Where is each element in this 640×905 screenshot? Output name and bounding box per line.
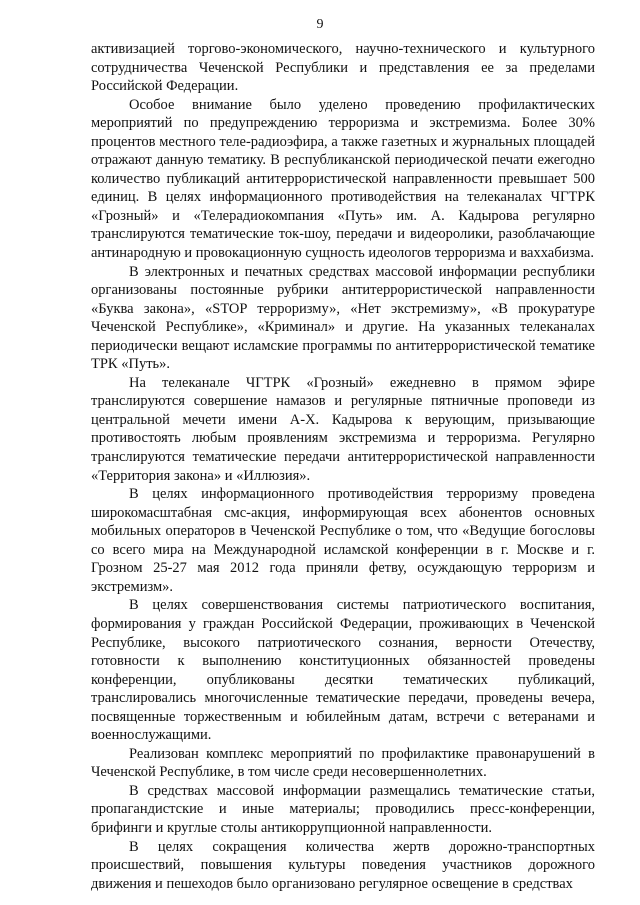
paragraph-offense-prevention: Реализован комплекс мероприятий по профилактике правонарушений в Чеченской Республике, в том числе среди несовершеннолетних. (91, 745, 595, 781)
paragraph-sms-campaign: В целях информационного противодействия терроризму проведена широкомасштабная смс-акция, информирующая всех абонентов основных мобильных операторов в Чеченской Республике о том, что «Ведущие богословы со всего мира на Международной исламской конференции в г. Москве и г. Грозном 25-27 мая 2012 года приняли фетву, осуждающую терроризм и экстремизм». (91, 486, 595, 595)
document-body (91, 40, 595, 893)
paragraph-patriotic-education: В целях совершенствования системы патриотического воспитания, формирования у граждан Российской Федерации, проживающих в Чеченской Республике, высокого патриотического сознания, верности Отечеству, готовности к выполнению конституционных обязанностей проведены конференции, опубликованы десятки тематических публикаций, транслировались многочисленные тематические передачи, проведены вечера, посвященные торжественным и юбилейным датам, встречи с ветеранами и военнослужащими. (91, 597, 595, 744)
paragraph-road-safety: В целях сокращения количества жертв дорожно-транспортных происшествий, повышения культуры поведения участников дорожного движения и пешеходов было организовано регулярное освещение в средствах (91, 838, 595, 892)
paragraph-grozny-channel: На телеканале ЧГТРК «Грозный» ежедневно в прямом эфире транслируются совершение намазов и регулярные пятничные проповеди из центральной мечети имени А-Х. Кадырова к верующим, призывающие противостоять любым проявлениям экстремизма и терроризма. Регулярно транслируются тематические передачи антитеррористической направленности «Территория закона» и «Иллюзия». (91, 374, 595, 484)
paragraph-media-rubrics: В электронных и печатных средствах массовой информации республики организованы постоянные рубрики антитеррористической направленности «Буква закона», «STOP терроризму», «Нет экстремизму», «В прокуратуре Чеченской Республике», «Криминал» и другие. На указанных телеканалах периодически вещают исламские программы по антитеррористической тематике ТРК «Путь». (91, 263, 595, 373)
paragraph-anticorruption: В средствах массовой информации размещались тематические статьи, пропагандистские и иные материалы; проводились пресс-конференции, брифинги и круглые столы антикоррупционной направленности. (91, 782, 595, 836)
paragraph-continuation: активизацией торгово-экономического, научно-технического и культурного сотрудничества Чеченской Республики и представления ее за пределами Российской Федерации. (91, 41, 595, 95)
page-number: 9 (316, 17, 324, 32)
paragraph-terrorism-prevention: Особое внимание было уделено проведению профилактических мероприятий по предупреждению терроризма и экстремизма. Более 30% процентов местного теле-радиоэфира, а также газетных и журнальных площадей отражают данную тематику. В республиканской периодической печати ежегодно количество публикаций антитеррористической направленности превышает 500 единиц. В целях информационного противодействия на телеканалах ЧГТРК «Грозный» и «Телерадиокомпания «Путь» им. А. Кадырова регулярно транслируются тематические ток-шоу, передачи и видеоролики, разоблачающие антинародную и провокационную сущность идеологов терроризма и ваххабизма. (91, 96, 595, 262)
